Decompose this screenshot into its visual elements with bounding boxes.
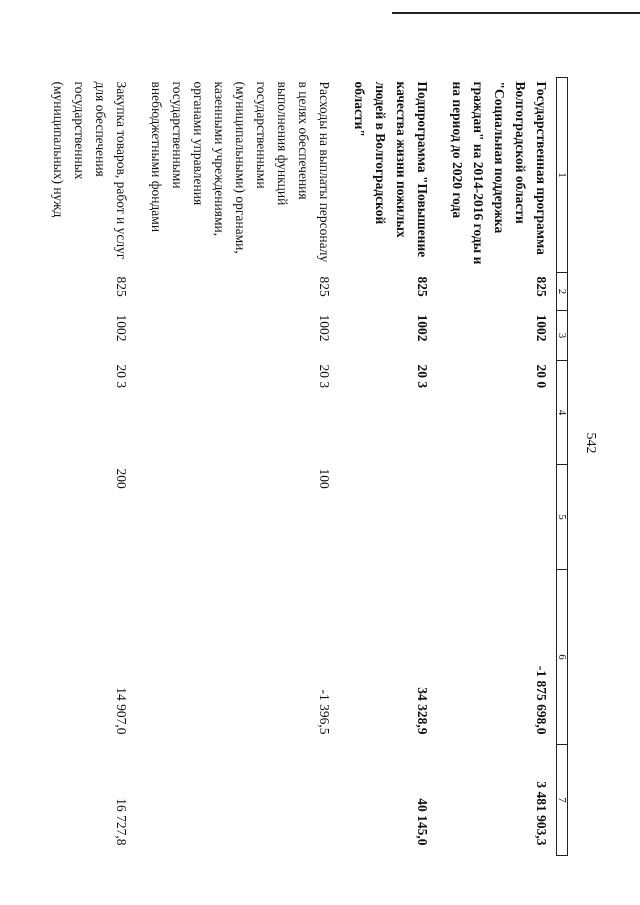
row-value-7 xyxy=(136,745,339,856)
row-value-6: 14 907,0 xyxy=(114,687,129,735)
page-number: 542 xyxy=(583,432,598,454)
row-value-6: -1 875 698,0 xyxy=(534,665,549,735)
row-value-6: -1 396,5 xyxy=(317,689,332,735)
header-col-3: 3 xyxy=(557,311,568,361)
row-section-code: 1002 xyxy=(415,314,430,342)
row-name: Государственная программа Волгоградской области "Социальная поддержка граждан" на 2014-2016 годы и на период до 2020 года xyxy=(450,81,549,265)
row-name: Подпрограмма "Повышение качества жизни пожилых людей в Волгоградской области" xyxy=(352,81,430,258)
row-expense-type xyxy=(437,465,557,570)
row-section-code: 1002 xyxy=(317,314,332,342)
budget-table xyxy=(38,77,568,856)
row-ministry-code: 825 xyxy=(415,276,430,297)
row-ministry-code: 825 xyxy=(114,276,129,297)
row-value-7: 40 145,0 xyxy=(415,798,430,846)
row-target-article: 20 0 xyxy=(534,364,549,389)
row-value-7: 16 727,8 xyxy=(114,798,129,846)
row-ministry-code: 825 xyxy=(317,276,332,297)
row-expense-type xyxy=(339,465,437,570)
row-ministry-code: 825 xyxy=(534,276,549,297)
table-row xyxy=(339,78,437,856)
header-col-1: 1 xyxy=(557,78,568,273)
header-col-2: 2 xyxy=(557,273,568,311)
table-row xyxy=(437,78,557,856)
header-col-6: 6 xyxy=(557,570,568,745)
row-value-6: 34 328,9 xyxy=(415,687,430,735)
header-col-7: 7 xyxy=(557,745,568,856)
table-row xyxy=(136,78,339,856)
row-target-article: 20 3 xyxy=(114,364,129,389)
header-col-5: 5 xyxy=(557,465,568,570)
row-expense-type: 200 xyxy=(114,468,129,489)
row-target-article: 20 3 xyxy=(317,364,332,389)
header-col-4: 4 xyxy=(557,361,568,465)
row-value-7: 3 481 903,3 xyxy=(534,781,549,846)
row-section-code: 1002 xyxy=(534,314,549,342)
row-target-article: 20 3 xyxy=(415,364,430,389)
row-name: Расходы на выплаты персоналу в целях обеспечения выполнения функций государственными (муниципальными) органами, казенными учреждениями, органами управления государственными внебюджетными фондами xyxy=(149,81,332,263)
row-section-code: 1002 xyxy=(114,314,129,342)
header-row xyxy=(557,78,568,856)
table-row xyxy=(38,78,136,856)
row-expense-type: 100 xyxy=(317,468,332,489)
row-name: Закупка товаров, работ и услуг для обеспечения государственных (муниципальных) нужд xyxy=(51,81,129,260)
